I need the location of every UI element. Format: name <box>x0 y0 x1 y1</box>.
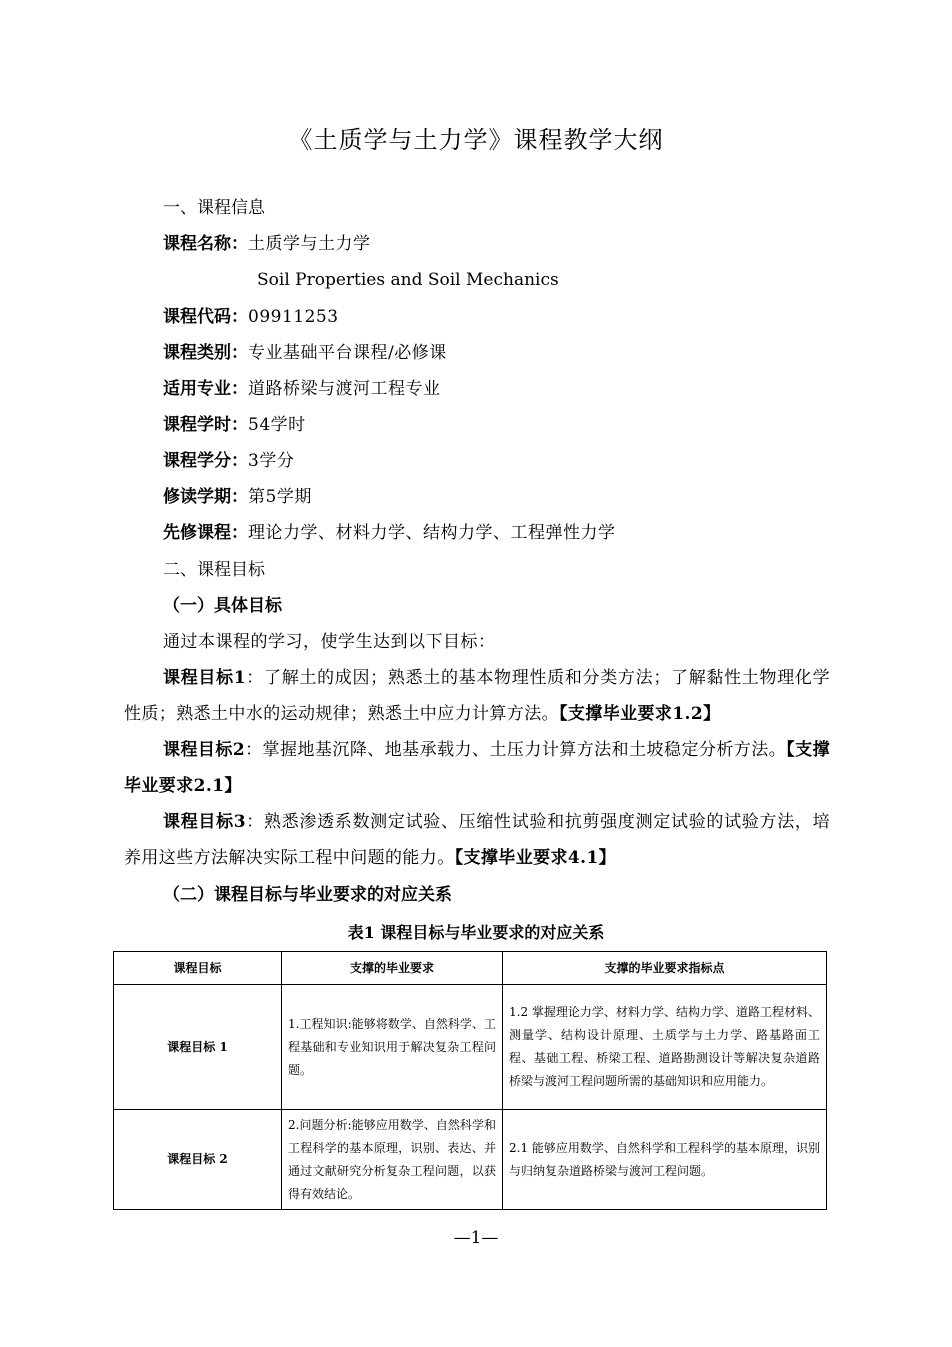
info-value: 3学分 <box>248 451 295 471</box>
goal-label: 课程目标3 <box>163 812 247 832</box>
info-value: 09911253 <box>248 307 339 327</box>
info-value: 土质学与土力学 <box>248 234 371 254</box>
info-course-code <box>163 305 339 329</box>
goal-paragraph-3 <box>124 804 830 876</box>
goal-requirement: 【支撑毕业要求1.2】 <box>559 704 721 724</box>
goal-requirement: 【支撑毕业要求2.1】 <box>124 740 830 796</box>
table-header-row <box>114 952 827 985</box>
table-cell-goal: 课程目标 2 <box>114 1110 282 1210</box>
goals-intro: 通过本课程的学习，使学生达到以下目标： <box>163 632 496 652</box>
info-label: 适用专业： <box>163 379 248 399</box>
goal-label: 课程目标2 <box>163 740 246 760</box>
info-value: 道路桥梁与渡河工程专业 <box>248 379 441 399</box>
goal-text: ：熟悉渗透系数测定试验、压缩性试验和抗剪强度测定试验的试验方法，培养用这些方法解决实际工程中问题的能力。 <box>124 812 830 868</box>
info-value: 第5学期 <box>248 487 312 507</box>
info-value: 理论力学、材料力学、结构力学、工程弹性力学 <box>248 523 616 543</box>
info-semester <box>163 485 312 509</box>
info-course-credits <box>163 449 294 473</box>
info-label: 课程学时： <box>163 415 248 435</box>
subsection-heading-mapping: （二）课程目标与毕业要求的对应关系 <box>163 885 452 905</box>
info-value: 专业基础平台课程/必修课 <box>248 343 447 363</box>
info-label: 先修课程： <box>163 523 248 543</box>
subsection-heading-specific-goals: （一）具体目标 <box>163 596 282 616</box>
info-label: 修读学期： <box>163 487 248 507</box>
info-label: 课程代码： <box>163 307 248 327</box>
table-cell-requirement: 1.工程知识:能够将数学、自然科学、工程基础和专业知识用于解决复杂工程问题。 <box>282 985 503 1110</box>
section-heading-course-goals: 二、课程目标 <box>163 560 265 580</box>
info-label: 课程类别： <box>163 343 248 363</box>
goal-paragraph-1 <box>124 660 830 732</box>
table-row <box>114 1110 827 1210</box>
table-row <box>114 985 827 1110</box>
section-heading-course-info: 一、课程信息 <box>163 198 265 218</box>
info-label: 课程学分： <box>163 451 248 471</box>
info-prerequisites <box>163 521 616 545</box>
info-course-hours <box>163 413 306 437</box>
goal-text: ：了解土的成因；熟悉土的基本物理性质和分类方法；了解黏性土物理化学性质；熟悉土中水的运动规律；熟悉土中应力计算方法。 <box>124 668 830 724</box>
info-value: 54学时 <box>248 415 306 435</box>
goal-text: ：掌握地基沉降、地基承载力、土压力计算方法和土坡稳定分析方法。 <box>245 740 787 760</box>
goals-requirements-table <box>113 951 827 1210</box>
table-header-cell: 支撑的毕业要求指标点 <box>503 952 827 985</box>
table-cell-requirement: 2.问题分析:能够应用数学、自然科学和工程科学的基本原理，识别、表达、并通过文献研究分析复杂工程问题，以获得有效结论。 <box>282 1110 503 1210</box>
info-course-category <box>163 341 447 365</box>
info-value: Soil Properties and Soil Mechanics <box>257 270 559 290</box>
goal-label: 课程目标1 <box>163 668 247 688</box>
info-course-name <box>163 232 371 256</box>
table-header-cell: 支撑的毕业要求 <box>282 952 503 985</box>
table-header-cell: 课程目标 <box>114 952 282 985</box>
table-cell-goal: 课程目标 1 <box>114 985 282 1110</box>
info-label: 课程名称： <box>163 234 248 254</box>
document-title: 《土质学与土力学》课程教学大纲 <box>288 126 664 154</box>
goal-requirement: 【支撑毕业要求4.1】 <box>454 848 617 868</box>
info-course-name-en <box>257 268 559 292</box>
info-applicable-major <box>163 377 441 401</box>
goal-paragraph-2 <box>124 732 830 804</box>
table-cell-indicator: 2.1 能够应用数学、自然科学和工程科学的基本原理，识别与归纳复杂道路桥梁与渡河工程问题。 <box>503 1110 827 1210</box>
page-number: —1— <box>453 1228 499 1248</box>
table-caption: 表1 课程目标与毕业要求的对应关系 <box>347 923 605 942</box>
table-cell-indicator: 1.2 掌握理论力学、材料力学、结构力学、道路工程材料、测量学、结构设计原理、土质学与土力学、路基路面工程、基础工程、桥梁工程、道路勘测设计等解决复杂道路桥梁与渡河工程问题所需的基础知识和应用能力。 <box>503 985 827 1110</box>
